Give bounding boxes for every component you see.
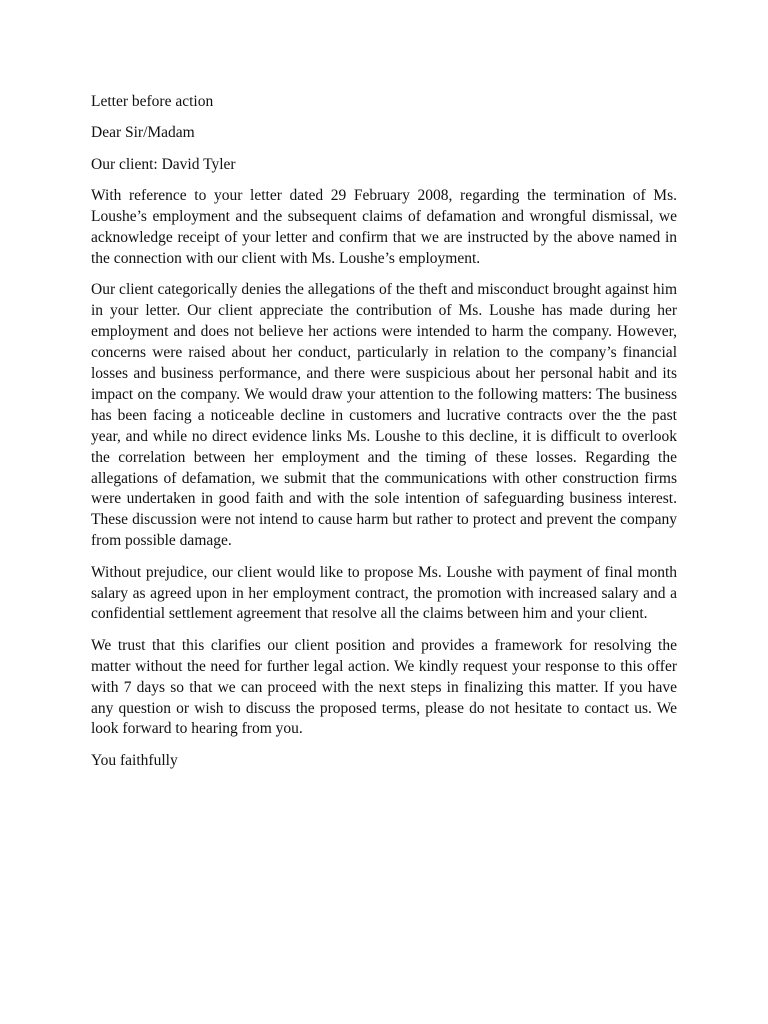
paragraph-proposal: Without prejudice, our client would like to propose Ms. Loushe with payment of final month salary as agreed upon in her employment contract, the promotion with increased salary and a confidential settlement agreement that resolve all the claims between him and your client.	[91, 563, 677, 623]
salutation: Dear Sir/Madam	[91, 124, 195, 142]
paragraph-conclusion: We trust that this clarifies our client position and provides a framework for resolving the matter without the need for further legal action. We kindly request your response to this offer with 7 days so that we can proceed with the next steps in finalizing this matter. If you have any question or wish to discuss the proposed terms, please do not hesitate to contact us. We look forward to hearing from you.	[91, 636, 677, 738]
letter-body	[91, 92, 677, 782]
paragraph-denial: Our client categorically denies the allegations of the theft and misconduct brought against him in your letter. Our client appreciate the contribution of Ms. Loushe has made during her employment and does not believe her actions were intended to harm the company. However, concerns were raised about her conduct, particularly in relation to the company’s financial losses and business performance, and there were suspicious about her personal habit and its impact on the company. We would draw your attention to the following matters: The business has been facing a noticeable decline in customers and lucrative contracts over the the past year, and while no direct evidence links Ms. Loushe to this decline, it is difficult to overlook the correlation between her employment and the timing of these losses. Regarding the allegations of defamation, we submit that the communications with other construction firms were undertaken in good faith and with the sole intention of safeguarding business interest. These discussion were not intend to cause harm but rather to protect and prevent the company from possible damage.	[91, 281, 677, 550]
letter-title: Letter before action	[91, 93, 214, 110]
client-line: Our client: David Tyler	[91, 155, 236, 173]
paragraph-reference: With reference to your letter dated 29 February 2008, regarding the termination of Ms. Loushe’s employment and the subsequent claims of defamation and wrongful dismissal, we acknowledge receipt of your letter and confirm that we are instructed by the above named in the connection with our client with Ms. Loushe’s employment.	[91, 187, 677, 267]
closing: You faithfully	[91, 751, 178, 769]
